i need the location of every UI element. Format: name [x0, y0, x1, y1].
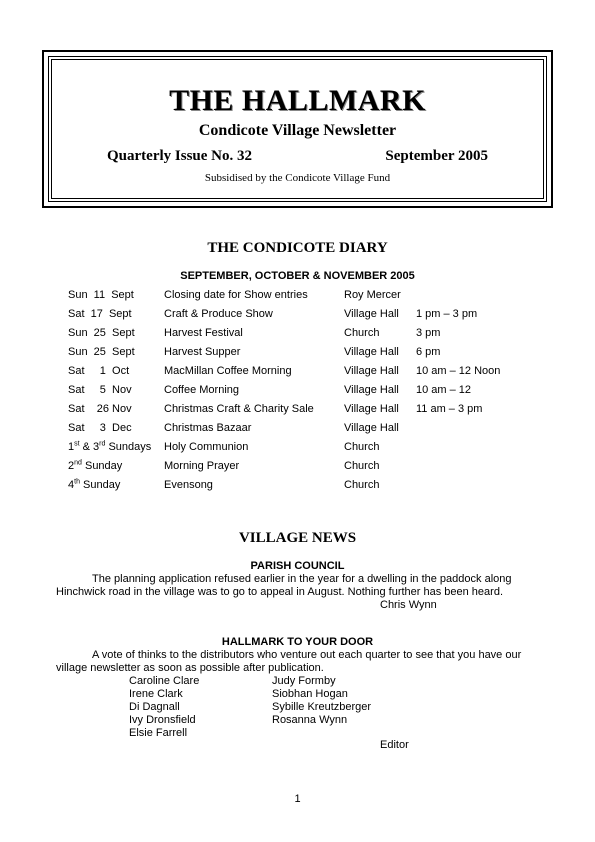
diary-row	[68, 422, 548, 441]
diary-row	[68, 365, 548, 384]
diary-place: Village Hall	[344, 346, 399, 358]
diary-place: Village Hall	[344, 308, 399, 320]
parish-text-line2: Hinchwick road in the village was to go to appeal in August. Nothing further has been heard.	[56, 586, 503, 598]
distributor-name: Sybille Kreutzberger	[272, 701, 372, 713]
diary-event: Christmas Bazaar	[164, 422, 252, 434]
sunday-label: Sunday	[79, 479, 121, 491]
diary-date	[68, 479, 120, 491]
diary-date: Sat 1 Oct	[68, 365, 130, 377]
diary-date: Sun 25 Sept	[68, 327, 135, 339]
distributor-name: Rosanna Wynn	[272, 714, 348, 726]
diary-place: Church	[344, 460, 380, 472]
diary-time: 6 pm	[416, 346, 441, 358]
distributor-name: Ivy Dronsfield	[129, 714, 196, 726]
door-text-line2: village newsletter as soon as possible after publication.	[56, 662, 324, 674]
diary-event: Christmas Craft & Charity Sale	[164, 403, 314, 415]
ordinal-suffix: st	[74, 440, 80, 448]
diary-period: SEPTEMBER, OCTOBER & NOVEMBER 2005	[180, 270, 415, 282]
diary-event: MacMillan Coffee Morning	[164, 365, 292, 377]
diary-table	[68, 289, 548, 498]
issue-date: September 2005	[385, 148, 488, 164]
diary-row	[68, 308, 548, 327]
diary-place: Village Hall	[344, 422, 399, 434]
diary-time: 10 am – 12	[416, 384, 472, 396]
ordinal-number: 4	[68, 479, 75, 491]
sunday-label: Sunday	[81, 460, 123, 472]
distributors-left	[129, 675, 199, 740]
ordinal-number: 3	[93, 441, 100, 453]
diary-event: Evensong	[164, 479, 213, 491]
ordinal-suffix: rd	[99, 440, 106, 448]
ordinal-suffix: nd	[74, 459, 82, 467]
sunday-label: Sundays	[105, 441, 152, 453]
distributor-name: Irene Clark	[129, 688, 183, 700]
distributor-name: Siobhan Hogan	[272, 688, 348, 700]
newsletter-title: THE HALLMARK	[169, 84, 426, 117]
diary-row	[68, 403, 548, 422]
diary-date: Sat 3 Dec	[68, 422, 132, 434]
diary-event: Holy Communion	[164, 441, 249, 453]
door-heading: HALLMARK TO YOUR DOOR	[221, 636, 374, 648]
diary-row-regular	[68, 479, 548, 498]
newsletter-subtitle: Condicote Village Newsletter	[198, 122, 397, 139]
door-signoff: Editor	[380, 739, 409, 751]
diary-place: Village Hall	[344, 365, 399, 377]
distributor-name: Di Dagnall	[129, 701, 180, 713]
diary-date: Sat 26 Nov	[68, 403, 132, 415]
news-title: VILLAGE NEWS	[238, 530, 357, 546]
ordinal-suffix: th	[74, 478, 80, 486]
diary-row	[68, 384, 548, 403]
diary-event: Morning Prayer	[164, 460, 240, 472]
diary-date: Sat 5 Nov	[68, 384, 132, 396]
distributors-right	[272, 675, 371, 727]
parish-heading: PARISH COUNCIL	[250, 560, 345, 572]
diary-place: Village Hall	[344, 403, 399, 415]
page-number: 1	[294, 793, 301, 805]
diary-row	[68, 327, 548, 346]
diary-row-regular	[68, 460, 548, 479]
diary-event: Craft & Produce Show	[164, 308, 273, 320]
diary-time: 11 am – 3 pm	[416, 403, 483, 415]
ordinal-number: 1	[68, 441, 75, 453]
diary-place: Church	[344, 479, 380, 491]
ordinal-number: 2	[68, 460, 75, 472]
diary-event: Harvest Supper	[164, 346, 241, 358]
diary-row-regular	[68, 441, 548, 460]
diary-date: Sat 17 Sept	[68, 308, 132, 320]
diary-place: Church	[344, 441, 380, 453]
masthead-innermost-border	[51, 59, 544, 199]
diary-place: Village Hall	[344, 384, 399, 396]
parish-signoff: Chris Wynn	[380, 599, 437, 611]
diary-event: Closing date for Show entries	[164, 289, 308, 301]
diary-time: 1 pm – 3 pm	[416, 308, 478, 320]
diary-time: 10 am – 12 Noon	[416, 365, 501, 377]
distributor-name: Caroline Clare	[129, 675, 200, 687]
parish-text-line1: The planning application refused earlier in the year for a dwelling in the paddock along	[92, 573, 512, 585]
distributor-name: Elsie Farrell	[129, 727, 188, 739]
ampersand: &	[79, 441, 94, 453]
diary-event: Harvest Festival	[164, 327, 243, 339]
diary-date	[68, 460, 122, 472]
door-text-line1: A vote of thinks to the distributors who venture out each quarter to see that you have our	[92, 649, 522, 661]
diary-date: Sun 11 Sept	[68, 289, 134, 301]
funding-note: Subsidised by the Condicote Village Fund	[204, 172, 391, 184]
diary-place: Church	[344, 327, 380, 339]
diary-time: 3 pm	[416, 327, 441, 339]
masthead-inner-border	[48, 56, 547, 202]
issue-number: Quarterly Issue No. 32	[107, 148, 252, 164]
diary-place: Roy Mercer	[344, 289, 401, 301]
diary-date: Sun 25 Sept	[68, 346, 135, 358]
diary-title: THE CONDICOTE DIARY	[207, 240, 388, 256]
diary-event: Coffee Morning	[164, 384, 240, 396]
diary-row	[68, 289, 548, 308]
diary-row	[68, 346, 548, 365]
masthead	[42, 50, 553, 208]
diary-date	[68, 441, 151, 453]
distributor-name: Judy Formby	[272, 675, 336, 687]
